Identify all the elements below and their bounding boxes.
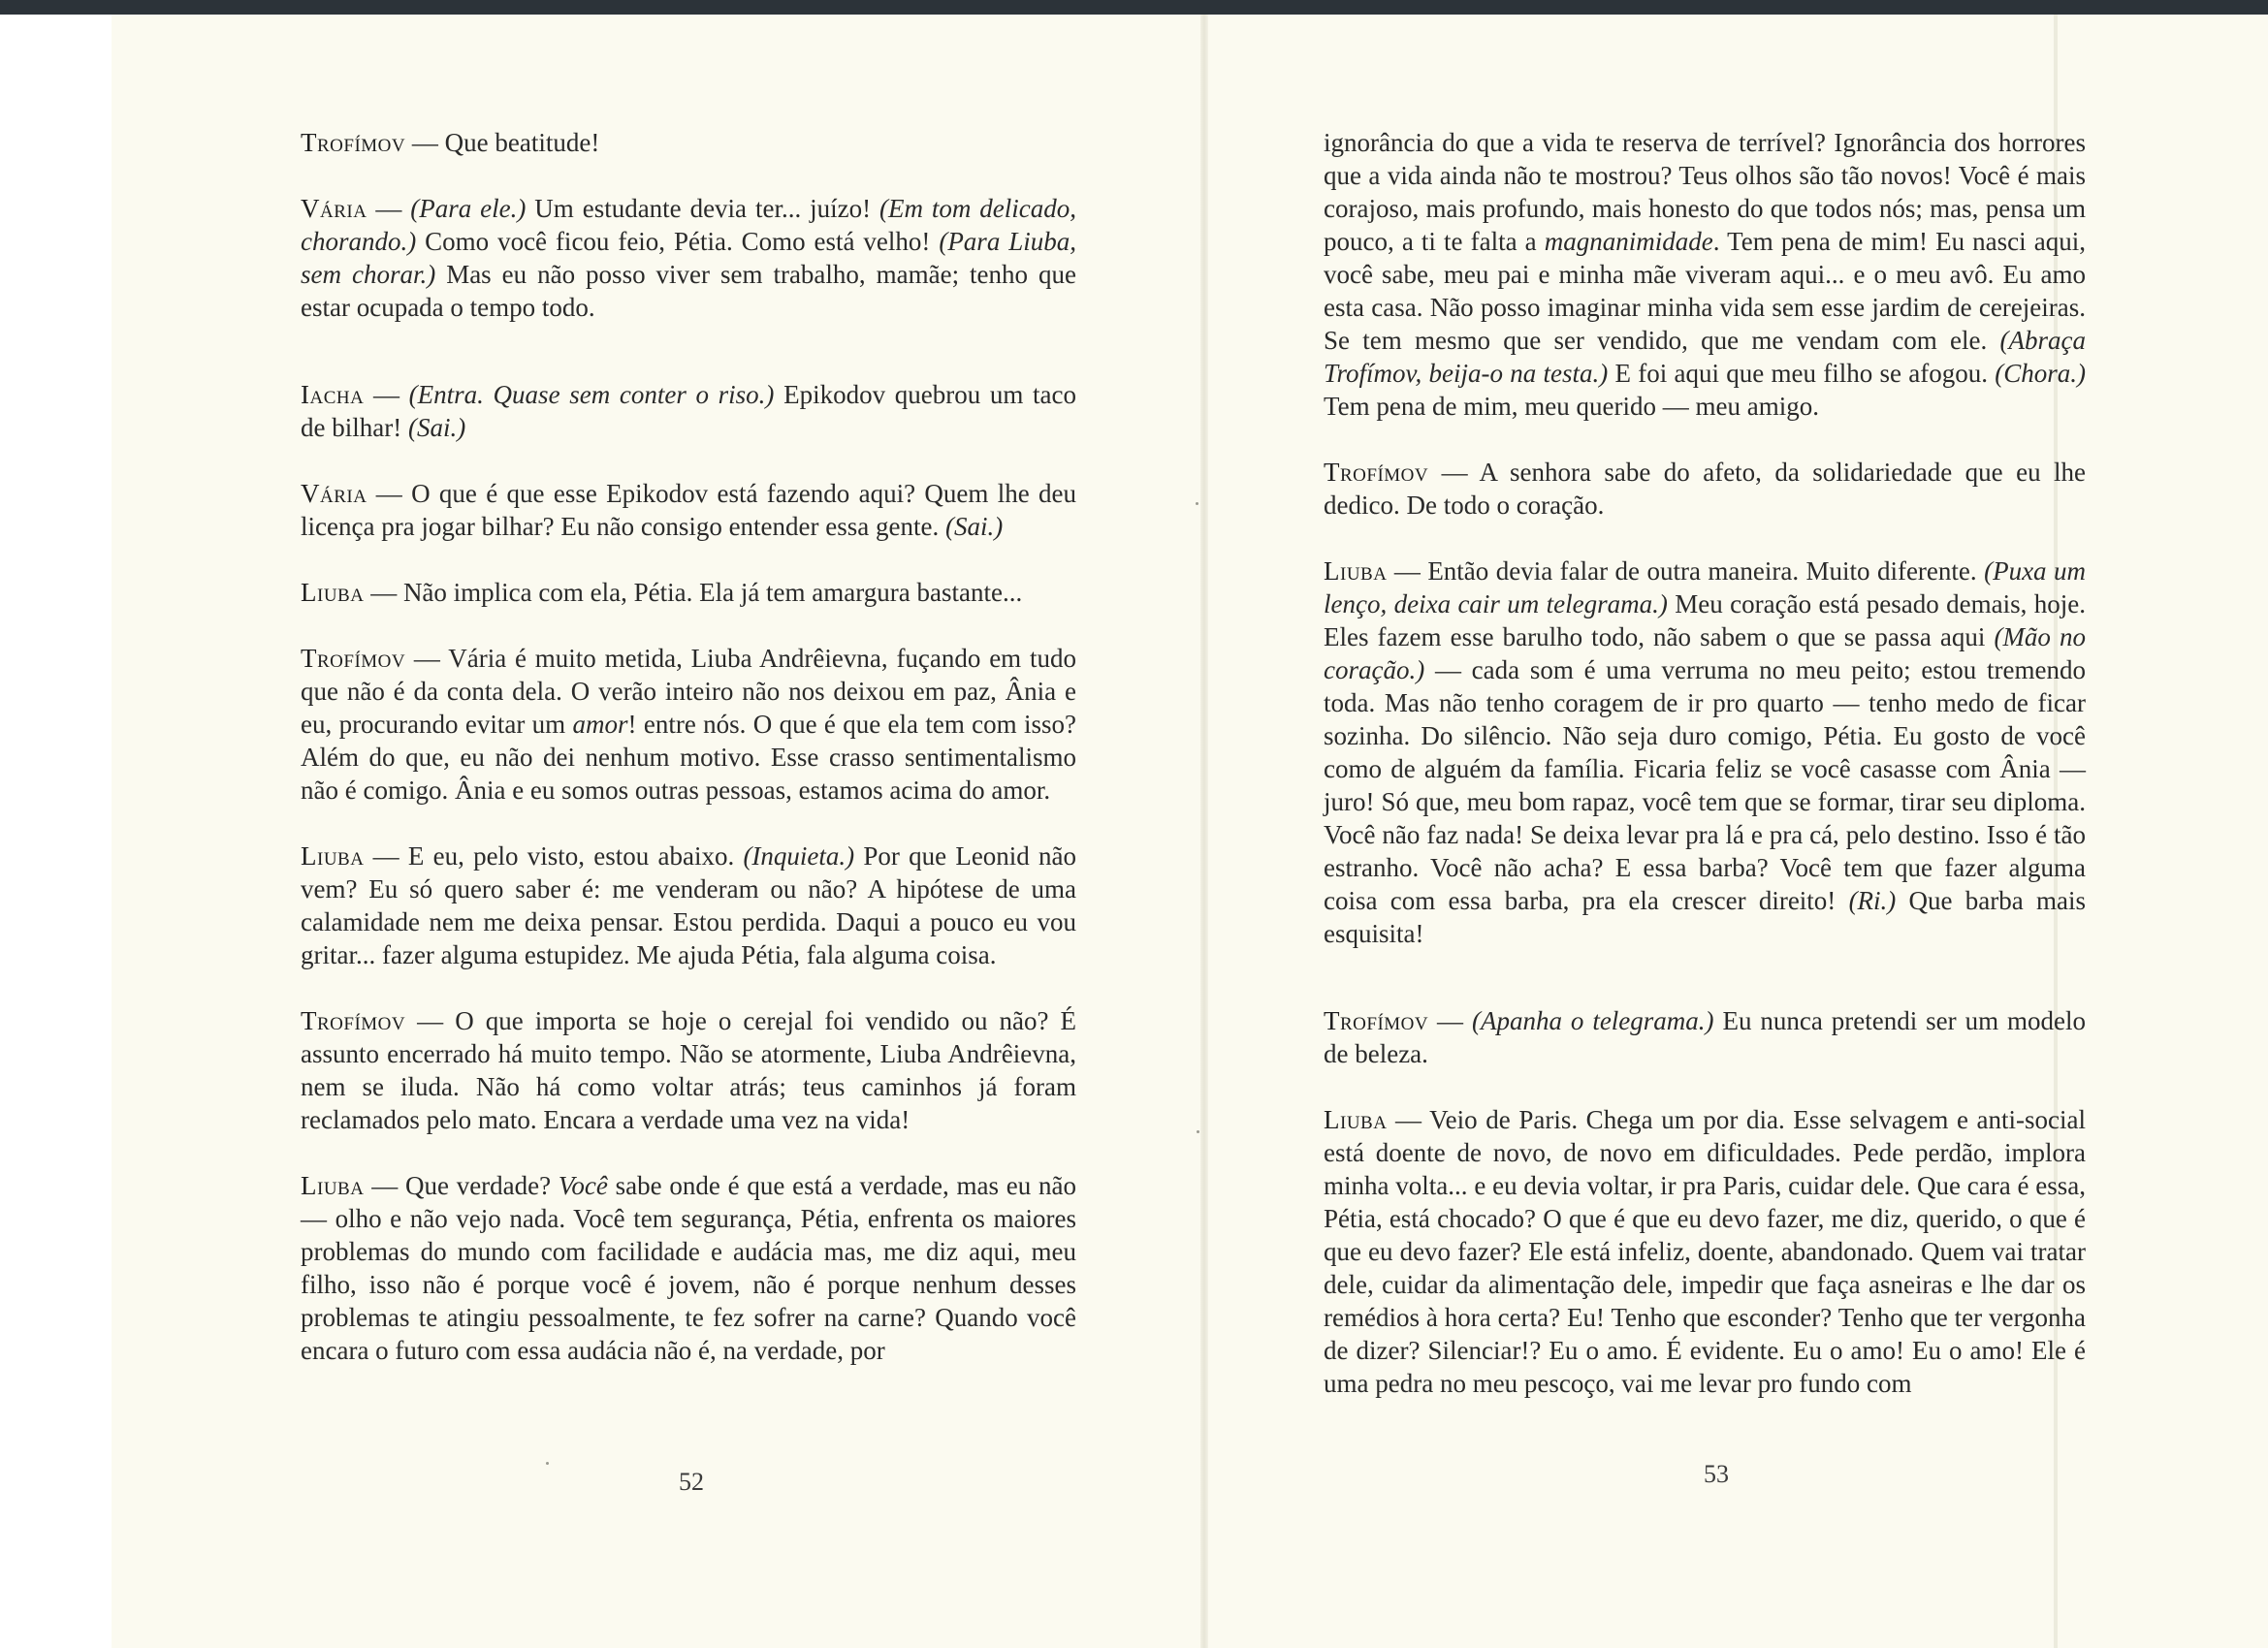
- dialogue-text: Tem pena de mim, meu querido — meu amigo.: [1324, 392, 1819, 421]
- dialogue-text: — Vária é muito metida, Liuba Andrêievna, fuçando em tudo que não é da conta dela. O verão inteiro não nos deixou em paz, Ânia e eu, procurando evitar um: [301, 644, 1076, 739]
- scan-speck: [1196, 502, 1198, 505]
- stage-direction: (Puxa um lenço, deixa cair um telegrama.): [1324, 556, 2086, 618]
- dialogue-paragraph: [301, 378, 1076, 444]
- dialogue-paragraph: [1324, 555, 2086, 950]
- speaker-name: Vária: [301, 479, 367, 508]
- stage-direction: (Para ele.): [410, 194, 527, 223]
- emphasis-text: Você: [558, 1171, 608, 1200]
- emphasis-text: amor: [572, 710, 628, 739]
- dialogue-text: Eu nunca pretendi ser um modelo de beleza.: [1324, 1006, 2086, 1068]
- dialogue-text: Que barba mais esquisita!: [1324, 886, 2087, 948]
- dialogue-text: — Que beatitude!: [405, 128, 600, 157]
- stage-direction: (Entra. Quase sem conter o riso.): [408, 380, 775, 409]
- stage-direction: (Apanha o telegrama.): [1471, 1006, 1714, 1035]
- speaker-name: Liuba: [1324, 556, 1388, 586]
- dialogue-text: — Então devia falar de outra maneira. Muito diferente.: [1387, 556, 1985, 586]
- dialogue-text: ! entre nós. O que é que ela tem com isso? Além do que, eu não dei nenhum motivo. Esse crasso sentimentalismo não é comigo. Ânia e eu somos outras pessoas, estamos acima do amor.: [301, 710, 1076, 805]
- stage-direction: (Ri.): [1848, 886, 1897, 915]
- dialogue-text: Mas eu não posso viver sem trabalho, mamãe; tenho que estar ocupada o tempo todo.: [301, 260, 1076, 322]
- stage-direction: (Sai.): [407, 413, 466, 442]
- scanner-top-edge: [0, 0, 2268, 15]
- dialogue-paragraph: [1324, 456, 2086, 522]
- dialogue-text: Por que Leonid não vem? Eu só quero saber é: me venderam ou não? A hipótese de uma calamidade nem me deixa pensar. Estou perdida. Daqui a pouco eu vou gritar... fazer alguma estupidez. Me ajuda Pétia, fala alguma coisa.: [301, 841, 1077, 969]
- dialogue-text: — O que importa se hoje o cerejal foi vendido ou não? É assunto encerrado há muito tempo. Não se atormente, Liuba Andrêievna, nem se iluda. Não há como voltar atrás; teus caminhos já foram reclamados pelo mato. Encara a verdade uma vez na vida!: [301, 1006, 1076, 1134]
- stage-direction: (Chora.): [1995, 359, 2086, 388]
- dialogue-paragraph: [301, 642, 1076, 807]
- dialogue-paragraph: [301, 192, 1076, 324]
- dialogue-text: — O que é que esse Epikodov está fazendo aqui? Quem lhe deu licença pra jogar bilhar? Eu não consigo entender essa gente.: [301, 479, 1076, 541]
- dialogue-paragraph: [301, 126, 1076, 159]
- dialogue-paragraph: [1324, 1004, 2086, 1070]
- dialogue-paragraph: [301, 840, 1076, 971]
- dialogue-text: — A senhora sabe do afeto, da solidariedade que eu lhe dedico. De todo o coração.: [1324, 458, 2086, 520]
- dialogue-text: Epikodov quebrou um taco de bilhar!: [301, 380, 1076, 442]
- book-gutter: [1200, 15, 1208, 1648]
- scan-speck: [1197, 1130, 1199, 1133]
- speaker-name: Liuba: [301, 841, 365, 871]
- dialogue-text: — E eu, pelo visto, estou abaixo.: [364, 841, 744, 871]
- speaker-name: Trofímov: [1324, 1006, 1429, 1035]
- speaker-name: Trofímov: [301, 644, 406, 673]
- stage-direction: (Abraça Trofímov, beija-o na testa.): [1324, 326, 2086, 388]
- dialogue-paragraph: [301, 576, 1076, 609]
- scan-speck: [546, 1462, 549, 1465]
- dialogue-text: —: [1428, 1006, 1472, 1035]
- speaker-name: Liuba: [301, 1171, 365, 1200]
- dialogue-text: — Que verdade?: [364, 1171, 559, 1200]
- speaker-name: Trofímov: [1324, 458, 1429, 487]
- stage-direction: (Sai.): [944, 512, 1004, 541]
- stage-direction: (Em tom delicado, chorando.): [301, 194, 1077, 256]
- dialogue-paragraph: [1324, 1103, 2086, 1400]
- scan-margin: [0, 15, 112, 1648]
- speaker-name: Trofímov: [301, 128, 406, 157]
- dialogue-text: — Não implica com ela, Pétia. Ela já tem amargura bastante...: [364, 578, 1023, 607]
- dialogue-text: Meu coração está pesado demais, hoje. Eles fazem esse barulho todo, não sabem o que se passa aqui: [1324, 589, 2086, 651]
- dialogue-paragraph: [301, 1004, 1076, 1136]
- speaker-name: Liuba: [301, 578, 365, 607]
- page-number-right: 53: [1704, 1460, 1729, 1488]
- dialogue-paragraph: [1324, 126, 2086, 423]
- stage-direction: (Inquieta.): [743, 841, 855, 871]
- dialogue-text: —: [367, 194, 411, 223]
- dialogue-text: — cada som é uma verruma no meu peito; estou tremendo toda. Mas não tenho coragem de ir pro quarto — tenho medo de ficar sozinha. Do silêncio. Não seja duro comigo, Pétia. Eu gosto de você como de alguém da família. Ficaria feliz se você casasse com Ânia — juro! Só que, meu bom rapaz, você tem que se formar, tirar seu diploma. Você não faz nada! Se deixa levar pra lá e pra cá, pelo destino. Isso é tão estranho. Você não acha? E essa barba? Você tem que fazer alguma coisa com essa barba, pra ela crescer direito!: [1324, 655, 2086, 915]
- dialogue-text: sabe onde é que está a verdade, mas eu não — olho e não vejo nada. Você tem segurança, Pétia, enfrenta os maiores problemas do mundo com facilidade e audácia mas, me diz aqui, meu filho, isso não é porque você é jovem, não é porque nenhum desses problemas te atingiu pessoalmente, te fez sofrer na carne? Quando você encara o futuro com essa audácia não é, na verdade, por: [301, 1171, 1076, 1365]
- right-page-text: [1324, 126, 2086, 1433]
- page-number-left: 52: [679, 1468, 704, 1496]
- dialogue-text: ignorância do que a vida te reserva de terrível? Ignorância dos horrores que a vida ainda não te mostrou? Teus olhos são tão novos! Você é mais corajoso, mais profundo, mais honesto do que todos nós; mas, pensa um pouco, a ti te falta a: [1324, 128, 2086, 256]
- left-page-text: [301, 126, 1076, 1400]
- stage-direction: (Para Liuba, sem chorar.): [301, 227, 1076, 289]
- dialogue-paragraph: [301, 477, 1076, 543]
- speaker-name: Vária: [301, 194, 367, 223]
- speaker-name: Liuba: [1324, 1105, 1388, 1134]
- dialogue-text: Como você ficou feio, Pétia. Como está velho!: [416, 227, 940, 256]
- emphasis-text: magnanimidade: [1544, 227, 1713, 256]
- stage-direction: (Mão no coração.): [1324, 622, 2087, 684]
- speaker-name: Trofímov: [301, 1006, 406, 1035]
- dialogue-text: Um estudante devia ter... juízo!: [526, 194, 879, 223]
- speaker-name: Iacha: [301, 380, 365, 409]
- dialogue-text: E foi aqui que meu filho se afogou.: [1608, 359, 1996, 388]
- dialogue-text: — Veio de Paris. Chega um por dia. Esse selvagem e anti-social está doente de novo, de novo em dificuldades. Pede perdão, implora minha volta... e eu devia voltar, ir pra Paris, cuidar dele. Que cara é essa, Pétia, está chocado? O que é que eu devo fazer, me diz, querido, o que é que eu devo fazer? Ele está infeliz, doente, abandonado. Quem vai tratar dele, cuidar da alimentação dele, impedir que faça asneiras e lhe dar os remédios à hora certa? Eu! Tenho que esconder? Tenho que ter vergonha de dizer? Silenciar!? Eu o amo. É evidente. Eu o amo! Eu o amo! Ele é uma pedra no meu pescoço, vai me levar pro fundo com: [1324, 1105, 2086, 1398]
- dialogue-paragraph: [301, 1169, 1076, 1367]
- dialogue-text: —: [364, 380, 409, 409]
- dialogue-text: . Tem pena de mim! Eu nasci aqui, você sabe, meu pai e minha mãe viveram aqui... e o meu avô. Eu amo esta casa. Não posso imaginar minha vida sem esse jardim de cerejeiras. Se tem mesmo que ser vendido, que me vendam com ele.: [1324, 227, 2086, 355]
